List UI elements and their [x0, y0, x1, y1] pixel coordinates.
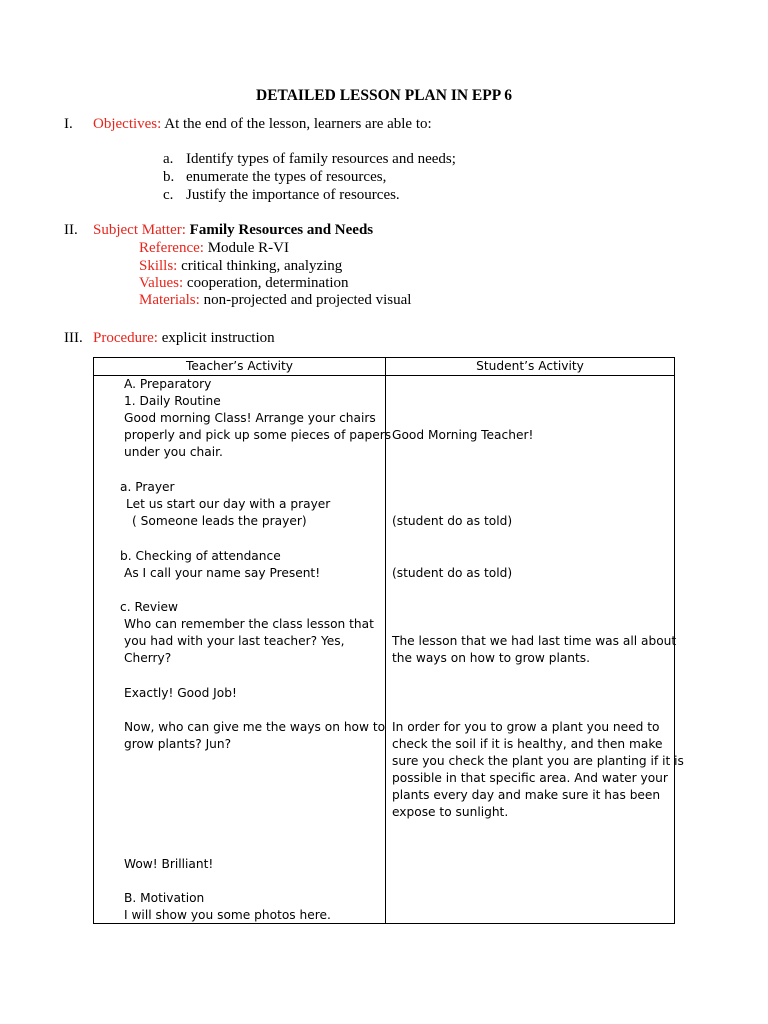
- teacher-line: a. Prayer: [120, 480, 175, 494]
- materials-label: Materials:: [139, 292, 200, 308]
- teacher-line: properly and pick up some pieces of papers: [124, 428, 392, 442]
- objective-item-c: Justify the importance of resources.: [186, 187, 400, 203]
- teacher-line: b. Checking of attendance: [120, 549, 281, 563]
- teacher-line: c. Review: [120, 600, 178, 614]
- student-line: In order for you to grow a plant you need to: [392, 720, 660, 734]
- table-header-row: [94, 358, 675, 376]
- skills-label: Skills:: [139, 258, 178, 274]
- objective-item-b: enumerate the types of resources,: [186, 169, 387, 185]
- teacher-line: As I call your name say Present!: [124, 566, 321, 580]
- teacher-line: grow plants? Jun?: [124, 737, 232, 751]
- objective-marker-c: c.: [163, 187, 174, 203]
- values-label: Values:: [139, 275, 184, 291]
- objective-item-a: Identify types of family resources and needs;: [186, 151, 456, 167]
- procedure-numeral: III.: [64, 330, 83, 346]
- teacher-line: I will show you some photos here.: [124, 908, 331, 922]
- reference-line: [139, 240, 289, 257]
- table-row: [94, 376, 675, 924]
- teacher-line: B. Motivation: [124, 891, 205, 905]
- teacher-line: Wow! Brilliant!: [124, 857, 214, 871]
- teacher-line: under you chair.: [124, 445, 223, 459]
- teacher-activity-header: Teacher’s Activity: [94, 358, 386, 376]
- values-line: [139, 275, 349, 292]
- subject-matter-line: [93, 222, 373, 239]
- procedure-text: explicit instruction: [161, 330, 275, 346]
- objective-marker-b: b.: [163, 169, 175, 185]
- objectives-numeral: I.: [64, 116, 73, 132]
- student-line: the ways on how to grow plants.: [392, 651, 591, 665]
- student-line: The lesson that we had last time was all about: [392, 634, 677, 648]
- page-title: DETAILED LESSON PLAN IN EPP 6: [256, 87, 512, 104]
- subject-matter-label: Subject Matter:: [93, 222, 186, 238]
- teacher-activity-cell: [94, 376, 392, 924]
- skills-value: critical thinking, analyzing: [181, 258, 343, 274]
- student-line: expose to sunlight.: [392, 805, 509, 819]
- teacher-line: Good morning Class! Arrange your chairs: [124, 411, 376, 425]
- teacher-line: you had with your last teacher? Yes,: [124, 634, 345, 648]
- objectives-label: Objectives:: [93, 116, 162, 132]
- student-line: (student do as told): [392, 514, 513, 528]
- subject-matter-numeral: II.: [64, 222, 78, 238]
- materials-value: non-projected and projected visual: [203, 292, 412, 308]
- reference-value: Module R-VI: [207, 240, 289, 256]
- student-line: (student do as told): [392, 566, 513, 580]
- activity-table: [93, 357, 684, 924]
- student-line: check the soil if it is healthy, and then make: [392, 737, 663, 751]
- student-line: Good Morning Teacher!: [392, 428, 534, 442]
- objectives-text: At the end of the lesson, learners are able to:: [164, 116, 432, 132]
- teacher-line: 1. Daily Routine: [124, 394, 221, 408]
- procedure-line: [93, 330, 275, 347]
- teacher-line: Let us start our day with a prayer: [126, 497, 331, 511]
- values-value: cooperation, determination: [186, 275, 349, 291]
- reference-label: Reference:: [139, 240, 204, 256]
- objective-marker-a: a.: [163, 151, 174, 167]
- teacher-line: Cherry?: [124, 651, 172, 665]
- procedure-label: Procedure:: [93, 330, 158, 346]
- teacher-line: Exactly! Good Job!: [124, 686, 237, 700]
- student-activity-header: Student’s Activity: [386, 358, 675, 376]
- skills-line: [139, 258, 342, 275]
- student-activity-cell: [386, 376, 684, 924]
- teacher-line: ( Someone leads the prayer): [132, 514, 307, 528]
- objectives-line: [93, 116, 432, 133]
- materials-line: [139, 292, 411, 309]
- student-line: plants every day and make sure it has been: [392, 788, 661, 802]
- student-line: possible in that specific area. And water your: [392, 771, 668, 785]
- teacher-line: A. Preparatory: [124, 377, 212, 391]
- subject-matter-value: Family Resources and Needs: [189, 222, 374, 238]
- teacher-line: Now, who can give me the ways on how to: [124, 720, 386, 734]
- teacher-line: Who can remember the class lesson that: [124, 617, 374, 631]
- student-line: sure you check the plant you are planting if it is: [392, 754, 684, 768]
